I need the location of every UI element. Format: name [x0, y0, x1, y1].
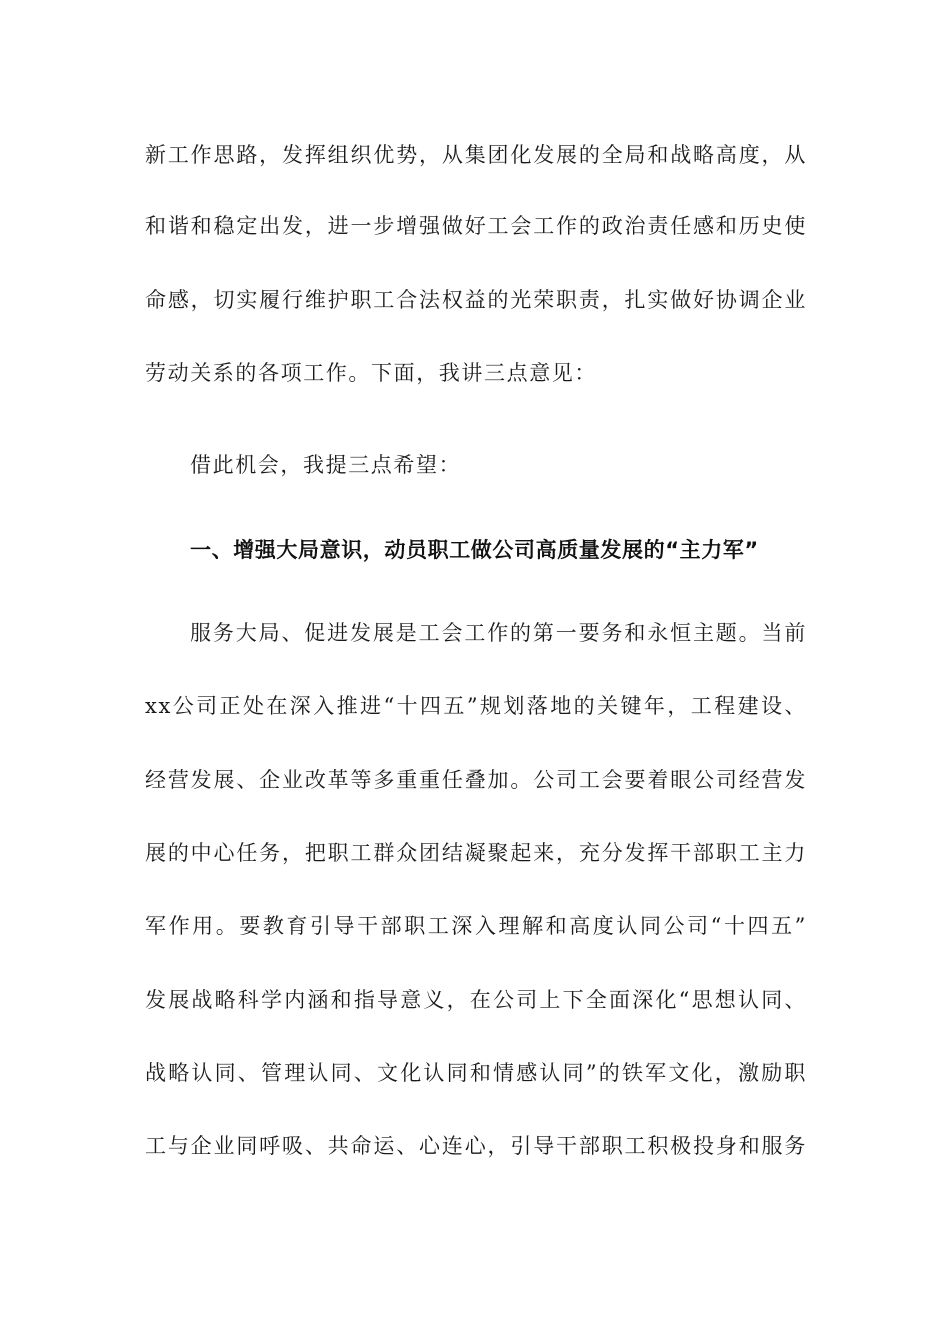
paragraph-line: 新工作思路，发挥组织优势，从集团化发展的全局和战略高度，从	[145, 143, 807, 167]
paragraph-line: 劳动关系的各项工作。下面，我讲三点意见：	[145, 361, 597, 385]
paragraph-line: 发展战略科学内涵和指导意义，在公司上下全面深化“思想认同、	[145, 988, 807, 1012]
paragraph-line: 服务大局、促进发展是工会工作的第一要务和永恒主题。当前	[190, 621, 807, 645]
section-heading: 一、增强大局意识，动员职工做公司高质量发展的“主力军”	[190, 538, 759, 562]
paragraph-line: 军作用。要教育引导干部职工深入理解和高度认同公司“十四五”	[145, 914, 807, 938]
paragraph-line: 经营发展、企业改革等多重重任叠加。公司工会要着眼公司经营发	[145, 768, 807, 792]
paragraph-line: 借此机会，我提三点希望：	[190, 453, 462, 477]
paragraph-line: xx公司正处在深入推进“十四五”规划落地的关键年，工程建设、	[145, 694, 807, 718]
paragraph-line: 命感，切实履行维护职工合法权益的光荣职责，扎实做好协调企业	[145, 288, 807, 312]
paragraph-line: 战略认同、管理认同、文化认同和情感认同”的铁军文化，激励职	[145, 1061, 807, 1085]
paragraph-line: 工与企业同呼吸、共命运、心连心，引导干部职工积极投身和服务	[145, 1134, 807, 1158]
paragraph-line: 展的中心任务，把职工群众团结凝聚起来，充分发挥干部职工主力	[145, 841, 807, 865]
paragraph-line: 和谐和稳定出发，进一步增强做好工会工作的政治责任感和历史使	[145, 214, 807, 238]
